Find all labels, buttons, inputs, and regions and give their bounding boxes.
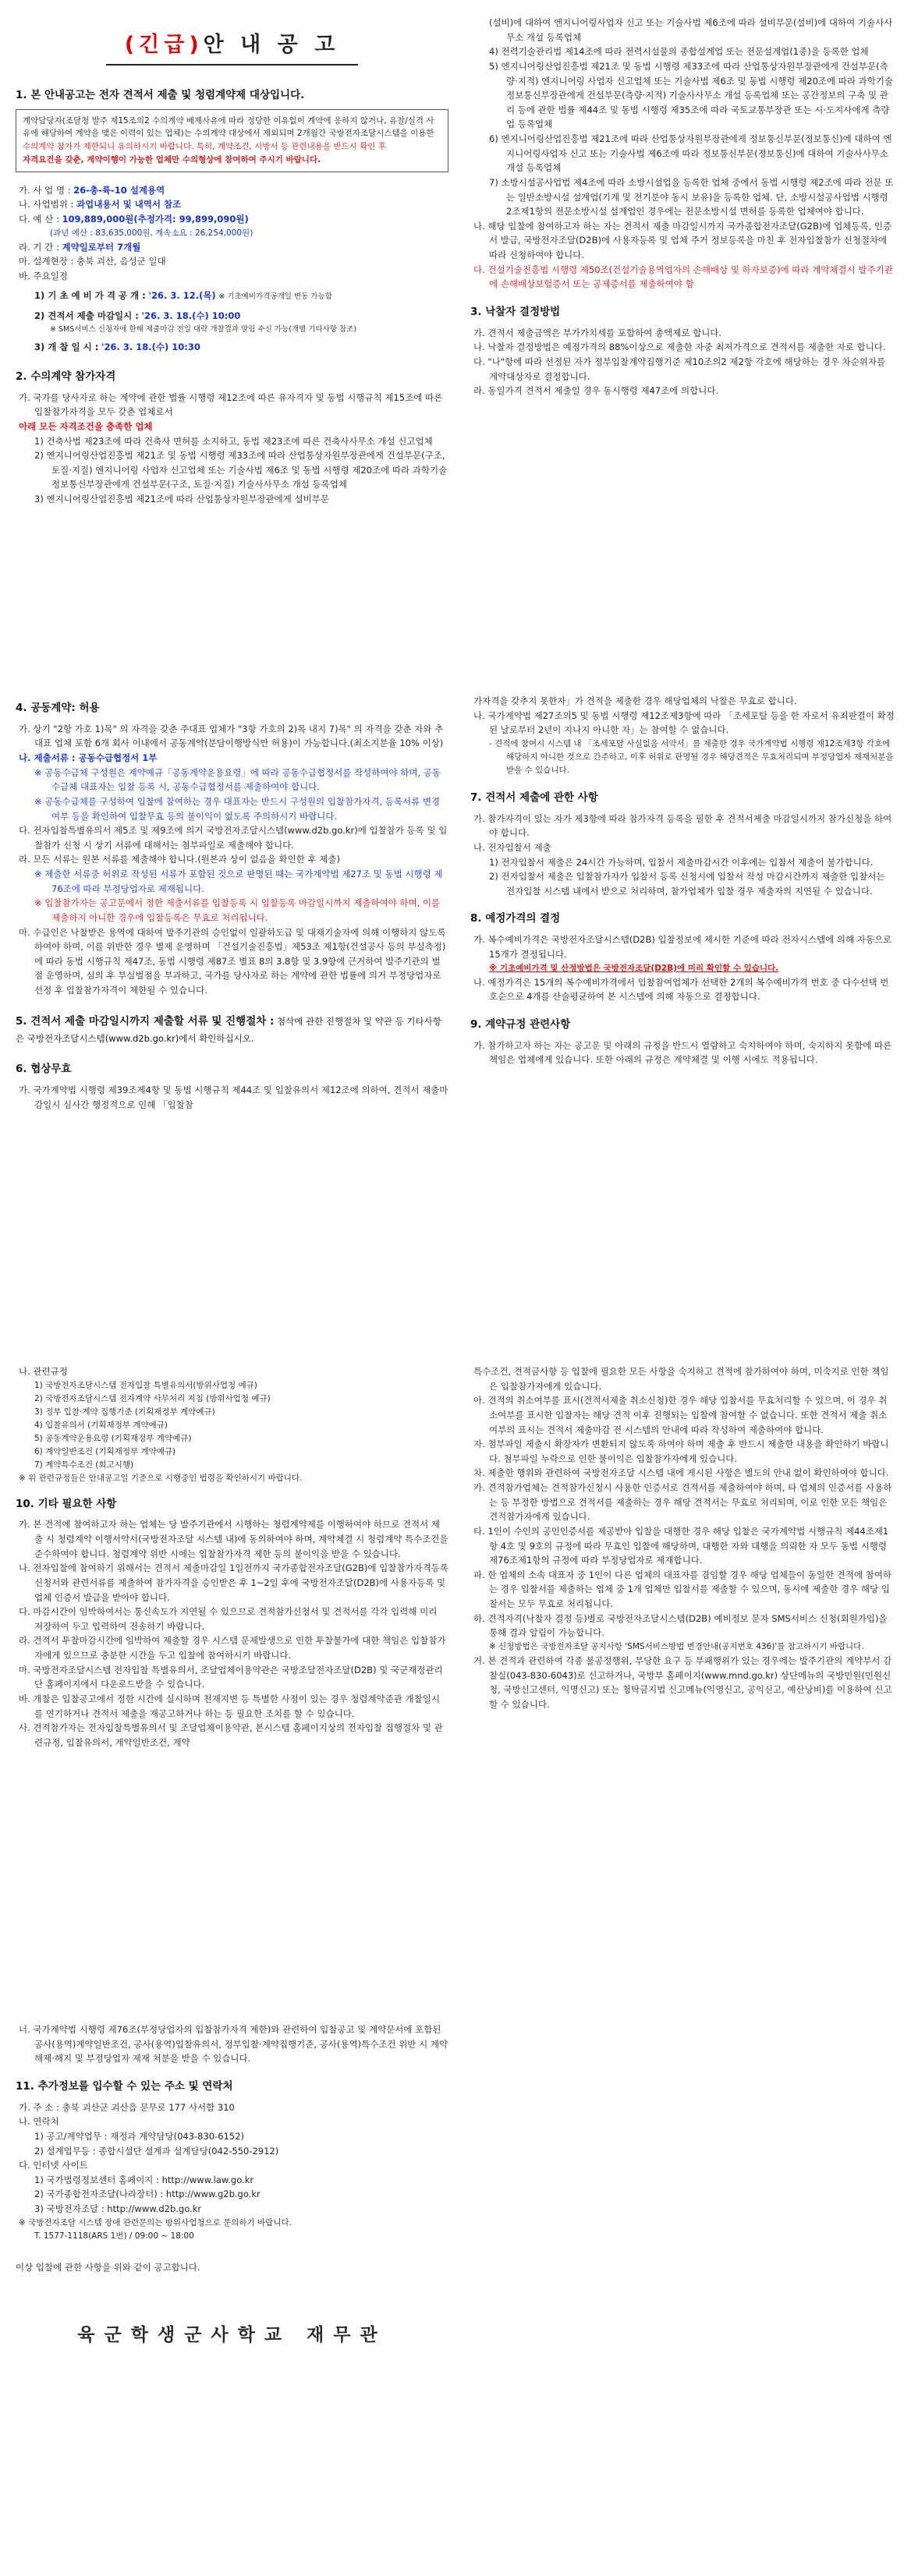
page-4 [0, 2004, 911, 2576]
link-law[interactable]: 1) 국가법령정보센터 홈페이지 : http://www.law.go.kr [34, 2174, 254, 2185]
budget: 다. 예 산 : 109,889,000원(추정가격: 99,899,090원) [19, 214, 249, 225]
section-5-heading: 5. 견적서 제출 마감일시까지 제출할 서류 및 진행절차 : 첨삭에 관한 진행절차 및 약관 등 기타사항은 국방전자조달시스템(www.d2b.go.kr)에서 확인하십시오. [16, 1014, 441, 1044]
page-3-right-column: 특수조건, 견적금사항 등 입찰에 필요한 모든 사항을 숙지하고 견적에 참가하여야 하며, 미숙지로 인한 책임은 입찰참가자에게 있습니다. 아. 견적의 취소여부를 표시(견적서제출 취소신청)한 경우 해당 입찰서를 무효처리할 수 있으며, 이 경우 취소여부를 표시한 입찰자는 해당 견적 이후 진행되는 입찰에 참여할 수 없습니다. 또한 견적서 제출 취소여부의 표시는 견적서 제출마감 전 시스템의 안내에 따라 작성하여 제출하여야 합니다. 자. 첨부파일 제출시 확장자가 변환되지 않도록 하여야 하며 제출 후 반드시 제출한 내용을 확인하기 바랍니다. 첨부파일 누락으로 인한 불이익은 입찰참가자에게 있습니다. 차. 제출한 행위와 관련하여 국방전자조달 시스템 내에 게시된 사항은 별도의 안내 없이 확인하여야 합니다. 카. 견적참가업체는 견적참가신청시 사용한 인증서로 견적서를 제출하여야 하며, 타 업체의 인증서를 사용하는 등 부정한 방법으로 견적서를 제출하는 경우 해당 견적서는 무효로 처리되며, 이로 인한 모든 책임은 견적참가자에게 있습니다. 타. 1인이 수인의 공인인증서를 제공받아 입찰을 대행한 경우 해당 입찰은 국가계약법 시행규칙 제44조제1항 4호 및 9호의 규정에 따라 무효인 입찰에 해당하며, 대행한 자와 대행을 의뢰한 자 모두 동법 시행령 제76조제1항의 규정에 따라 부정당업자로 제재합니다. 파. 한 업체의 소속 대표자 중 1인이 다른 업체의 대표자를 겸임할 경우 해당 업체들이 동일한 견적에 참여하는 경우 입찰서를 제출하는 업체 중 1개 업체만 입찰서를 제출할 수 있으며, 동시에 제출한 경우 해당 입찰서는 모두 무효로 처리됩니다. 하. 견적자격(낙찰자 결정 등)별로 국방전자조달시스템(D2B) 예비정보 문자 SMS서비스 신청(회원가입)을 통해 결과 알림이 가능합니다. ※ 신청방법은 국방전자조달 공지사항 'SMS서비스방법 변경안내(공지번호 436)'를 참고하시기 바랍니다. 거. 본 견적과 관련하여 각종 불공정행위, 부당한 요구 등 부패행위가 있는 경우에는 발주기관의 계약부서 감찰실(043-830-6043)로 신고하거나, 국방부 홈페이지(www.mnd.go.kr) 상단메뉴의 국방민원(민원신청, 국방신고센터, 익명신고) 또는 청탁금지법 신고메뉴(익명신고, 공익신고, 예산낭비)를 이용하여 신고할 수 있습니다. [473, 1366, 892, 1710]
contact-design: 2) 설계업무등 : 종합시설단 설계과 설계담당(042-550-2912) [34, 2145, 279, 2157]
issuer-signature: 육군학생군사학교 재무관 [77, 2325, 387, 2346]
section-2-heading: 2. 수의계약 참가자격 [16, 370, 116, 383]
period: 라. 기 간 : 계약일로부터 7개월 [19, 241, 141, 253]
project-name: 가. 사 업 명 : 26-총-륙-10 설계용역 [19, 184, 165, 196]
page-3-left-column: 나. 관련규정 1) 국방전자조달시스템 전자입찰 특별유의서(방위사업청 예규) 2) 국방전자조달시스템 전자계약 사무처리 지침 (방위사업청 예규) 3) 정부 입찰·계약 집행기준 (기획재정부 계약예규) 4) 입찰유의서 (기획재정부 계약예규) 5) 공동계약운용요령 (기획재정부 계약예규) 6) 계약일반조건 (기획재정부 계약예규) 7) 계약특수조건 (회고시행) ※ 위 관련규정들은 안내공고일 기준으로 시행중인 법령을 확인하시기 바랍니다. 10. 기타 필요한 사항 가. 본 견적에 참여하고자 하는 업체는 당 발주기관에서 시행하는 청렴계약제를 이행하여야 하므로 견적서 제출 시 청렴계약 이행서약서(국방전자조달 시스템 내)에 동의하여야 하며, 계약체결 시 청렴계약 특수조건을 준수하여야 합니다. 청렴계약 위반 시에는 입찰참가자격 제한 등의 불이익을 받을 수 있습니다. 나. 전자입찰에 참여하기 위해서는 견적서 제출마감일 1일전까지 국가종합전자조달(G2B)에 입찰참가자격등록 신청서와 관련서류를 제출하여 참가자격을 승인받은 후 1~2일 후에 국방전자조달(D2B)에 사용자등록 및 업체 인증서 발급을 받아야 합니다. 다. 마감시간이 임박하여서는 통신속도가 지연될 수 있으므로 견적참가신청서 및 견적서를 각각 입력해 미리 저장하여 두고 입력하여 전송하기 바랍니다. 라. 견적서 투찰마감시간에 임박하여 제출할 경우 시스템 문제발생으로 인한 투찰불가에 대한 책임은 입찰참가자에게 있으므로 충분한 시간을 두고 입찰에 참여하시기 바랍니다. 마. 국방전자조달시스템 전자입찰 특별유의서, 조달업체이용약관은 국방조달전자조달(D2B) 및 국군재정관리단 홈페이지에서 다운로드받을 수 있습니다. 바. 개찰은 입찰공고에서 정한 시간에 실시하며 천재지변 등 특별한 사정이 있는 경우 청렴계약준관 개찰일시를 연기하거나 견적서 제출을 재공고하거나 하는 등 필요한 조치를 할 수 있습니다. 사. 견적참가자는 전자입찰특별유의서 및 조달업체이용약관, 본시스템 홈페이지상의 전자입찰 집행절차 및 관련규정, 입찰유의서, 계약일반조건, 계약 [16, 1366, 448, 1748]
page-2-right-column: 가자격을 갖추지 못한자」가 견적을 제출한 경우 해당업체의 낙찰은 무효로 합니다. 나. 국가계약법 제27조의5 및 동법 시행령 제12조제3항에 따라 「조세포탈 등을 한 자로서 유죄판결이 확정된 날로부터 2년이 지나지 아니한 자」는 참여할 수 없습니다. - 견적에 참여시 시스템 내 「조세포탈 사실없음 서약서」를 제출한 경우 국가계약법 시행령 제12조제3항 각호에 해당하지 아니한 것으로 간주하고, 이후 허위로 판명될 경우 해당견적은 무효처리되며 부정당업자 제재처분을 받을 수 있습니다. 7. 견적서 제출에 관한 사항 가. 참가자격이 있는 자가 제3항에 따라 참가자격 등록을 필한 후 견적서제출 마감일시까지 참가신청을 하여야 합니다. 나. 전자입찰서 제출 1) 전자입찰서 제출은 24시간 가능하며, 입찰서 제출마감시간 이후에는 입찰서 제출이 불가합니다. 2) 전자입찰서 제출은 입찰참가자가 입찰서 등록 신청시에 입찰서 작성 마감시간까지 제출한 입찰서는 전자입찰 시스템 내에서 받으로 처리하며, 참가업체가 입찰 경우 제출자의 지연될 수 있습니다. 8. 예정가격의 결정 가. 복수예비가격은 국방전자조달시스템(D2B) 입찰정보에 제시한 기준에 따라 전자시스템에 의해 자동으로 15개가 결정됩니다. ※ 기초예비가격 및 산정방법은 국방전자조달(D2B)에 미리 확인할 수 있습니다. 나. 예정가격은 15개의 복수예비가격에서 입찰참여업체가 선택한 2개의 복수예비가격 번호 중 다수선택 번호순으로 4개를 산술평균하여 본 시스템에 의해 자동으로 결정합니다. 9. 계약규정 관련사항 가. 참가하고자 하는 자는 공고문 및 아래의 규정을 반드시 열람하고 숙지하여야 하며, 숙지하지 못함에 따른 책임은 업체에게 있습니다. 또한 아래의 규정은 계약체결 및 이행 시에도 적용됩니다. [470, 695, 895, 1066]
closing-statement: 이상 입찰에 관한 사항을 위와 같이 공고합니다. [16, 2261, 200, 2273]
page-2-left-column: 4. 공동계약: 허용 가. 상기 "2항 가호 1)목" 의 자격을 갖춘 주대표 업체가 "3항 가호의 2)목 내지 7)목" 의 자격을 갖춘 자와 추 대표 업체 포함 6개 회사 이내에서 공동계약(분담이행방식만 허용)이 가능합니다.(최소지분율 10% 이상) 나. 제출서류 : 공동수급협정서 1부 ※ 공동수급체 구성원은 계약예규「공동계약운용요령」에 따라 공동수급협정서를 작성하여야 하며, 공동수급체 대표자는 입찰 등록 시, 공동수급협정서를 제출하여야 합니다. ※ 공동수급체를 구성하여 입찰에 참여하는 경우 대표자는 반드시 구성원의 입찰참가자격, 등록서류 변경여부 등을 확인하여 입찰무효 등의 불이익이 없도록 주의하시기 바랍니다. 다. 전자입찰특별유의서 제5조 및 제9조에 의거 국방전자조달시스템(www.d2b.go.kr)에 입찰참가 등록 및 입찰참가 신청 시 상기 서류에 대해서는 첨부파일로 제출해야 합니다. 라. 모든 서류는 원본 서류를 제출해야 합니다.(원본과 상이 없음을 확인한 후 제출) ※ 제출한 서류중 허위로 작성된 서류가 포함된 것으로 판명된 때는 국가계약법 제27조 및 동법 시행령 제76조에 따라 부정당업자로 제재됩니다. ※ 입찰참가자는 공고문에서 정한 제출서류를 입찰등록 시 입찰등록 마감일시까지 제출하여야 하며, 이를 제출하지 아니한 경우에 입찰등록은 무효로 처리됩니다. 마. 수급인은 낙찰받은 용역에 대하여 발주기관의 승인없이 일괄하도급 및 대재기술자에 의해 이행하지 않도록 하여야 하며, 이를 위반한 경우 별제 운영하며 「건설기술진흥법」제53조 제1항(건설공사 등의 부실측정)에 따라 동법 시행규칙 제47조, 동법 시행령 제87조 별표 8의 3.8항 및 3.9항에 근거하여 발주기관의 벌점 운영하며, 심의 후 부실벌점을 부과하고, 국가를 당사자로 하는 계약에 관한 법률에 의거 부정당업자로 선정 후 입찰참가자격이 제한될 수 있습니다. 5. 견적서 제출 마감일시까지 제출할 서류 및 진행절차 : 첨삭에 관한 진행절차 및 약관 등 기타사항은 국방전자조달시스템(www.d2b.go.kr)에서 확인하십시오. 6. 협상무효 가. 국가계약법 시행령 제39조제4항 및 동법 시행규칙 제44조 및 입찰유의서 제12조에 의하여, 견적서 제출마감일시 심사간 행정적으로 인해 「입찰참 [16, 702, 448, 1110]
notice-title: (긴급)안 내 공 고 [106, 28, 358, 65]
section-3-heading: 3. 낙찰자 결정방법 [470, 305, 561, 318]
section-7-heading: 7. 견적서 제출에 관한 사항 [470, 791, 598, 804]
design-site: 마. 설계현장 : 충북 괴산, 음성군 일대 [19, 256, 166, 267]
section-1-heading: 1. 본 안내공고는 전자 견적서 제출 및 청렴계약제 대상입니다. [16, 88, 305, 101]
page-2 [0, 694, 911, 1349]
schedule-base-price: 1) 기 초 예 비 가 격 공 개 : '26. 3. 12.(목) ※ 기초예비가격공개일 변동 가능함 [34, 289, 332, 301]
page-1-right-column: (설비)에 대하여 엔지니어링사업자 신고 또는 기술사법 제6조에 따라 설비부문(설비)에 대하여 기술사사무소 개설 등록업체 4) 전력기술관리법 제14조에 따라 전력시설물의 종합설계업 또는 전문설계업(1종)을 등록한 업체 5) 엔지니어링산업진흥법 제21조 및 동법 시행령 제33조에 따라 산업통상자원부장관에게 건설부문(측량·지적) 엔지니어링 사업자 신고업체 또는 기술사법 제6조 및 동법 시행령 제20조에 따라 과학기술정보통신부장관에게 건설부문(측량·지적) 기술사사무소 개설 등록업체 또는 공간정보의 구축 및 관리 등에 관한 법률 제44조 및 동법 시행령 제35조에 따라 국토교통부장관 또는 시·도지사에게 측량업 등록업체 6) 엔지니어링산업진흥법 제21조에 따라 산업통상자원부장관에게 정보통신부문(정보통신)에 대하여 엔지니어링사업자 신고 또는 기술사법 제6조에 따라 정보통신부문(정보통신)에 대하여 기술사사무소 개설 등록업체 7) 소방시설공사업법 제4조에 따라 소방시설업을 등록한 업체 중에서 동법 시행령 제2조에 따라 전문 또는 일반소방시설 설계업(기계 및 전기분야 동시 보유)을 등록한 업체. 단, 소방시설공사업법 시행령 2조제1항의 전문소방시설 설계업인 경우에는 전문소방시설 면허를 등록한 업체여야 합니다. 나. 해당 입찰에 참여하고자 하는 자는 견적서 제출 마감일시까지 국가종합전자조달(G2B)에 업체등록, 인증서 발급, 국방전자조달(D2B)에 사용자등록 및 업체 주거 정보등록을 마친 후 전자입찰참가 신청절차에 따라 신청하여야 합니다. 다. 건설기술진흥법 시행령 제50조(건설기술용역업자의 손해배상 및 하자보증)에 따라 계약체결시 발주기관에 손해배상보험증서 또는 공제증서를 제출하여야 함 3. 낙찰자 결정방법 가. 견적서 제출금액은 부가가치세를 포함하여 총액제로 합니다. 나. 낙찰자 결정방법은 예정가격의 88%이상으로 제출한 자중 최저가격으로 견적서를 제출한 자로 합니다. 다. "나"항에 따라 선정된 자가 정부입찰계약집행기준 제10조의2 제2항 각호에 해당하는 경우 차순위자를 계약대상자로 결정합니다. 라. 동일가격 견적서 제출일 경우 동시행령 제47조에 의합니다. [470, 0, 895, 694]
warning-notice-box: 계약담당자(조달청 발주 제15조의2 수의계약 배제사유에 따라 정당한 이유없이 계약에 응하지 않거나, 유찰/실격 사유에 해당하여 계약을 맺은 이력이 있는 업체)는 수의계약 대상에서 제외되며 2개월간 국방전자조달시스템을 이용한 수의계약 참가가 제한되니 유의하시기 바랍니다. 특히, 계약조건, 시방서 등 관련내용을 반드시 확인 후 자격요건을 갖춘, 계약이행이 가능한 업체만 수의형상에 참여하여 주시기 바랍니다. [16, 109, 448, 172]
section-11-heading: 11. 추가정보를 입수할 수 있는 주소 및 연락처 [16, 2079, 233, 2093]
page-1 [0, 0, 911, 694]
contact-contract: 1) 공고/계약업무 : 재정과 계약담당(043-830-6152) [34, 2130, 245, 2142]
main-schedule-label: 바. 주요일정 [19, 270, 68, 281]
schedule-opening: 3) 개 찰 일 시 : '26. 3. 18.(수) 10:30 [34, 341, 200, 353]
link-g2b[interactable]: 2) 국가종합전자조달(나라장터) : http://www.g2b.go.kr [34, 2189, 261, 2200]
budget-detail: (과년 예산 : 83,635,000원, 계속소요 : 26,254,000원) [50, 228, 253, 238]
section-8-heading: 8. 예정가격의 결정 [470, 912, 561, 925]
schedule-sms-note: ※ SMS서비스 신청자에 한해 제출마감 전일 대략 개찰결과 알림 수신 가능(개별 기타사항 참조) [50, 324, 357, 334]
section-4-heading: 4. 공동계약: 허용 [16, 702, 100, 714]
link-d2b[interactable]: 3) 국방전자조달 : http://www.d2b.go.kr [34, 2203, 202, 2215]
section-10-heading: 10. 기타 필요한 사항 [16, 1497, 117, 1510]
schedule-deadline: 2) 견적서 제출 마감일시 : '26. 3. 18.(수) 10:00 [34, 310, 241, 322]
section-9-heading: 9. 계약규정 관련사항 [470, 1017, 571, 1031]
page-4-left-column: 너. 국가계약법 시행령 제76조(부정당업자의 입찰참가자격 제한)와 관련하여 입찰공고 및 계약문서에 포함된 공사(용역)계약일반조건, 공사(용역)입찰유의서, 정부입찰·계약집행기준, 공사(용역)특수조건 위반 시 계약해제·해지 및 부정당업자 제재 처분을 받을 수 있습니다. 11. 추가정보를 입수할 수 있는 주소 및 연락처 가. 주 소 : 충북 괴산군 괴산읍 문무로 177 사서함 310 나. 연락처 1) 공고/계약업무 : 재정과 계약담당(043-830-6152) 2) 설계업무등 : 종합시설단 설계과 설계담당(042-550-2912) 다. 인터넷 사이트 1) 국가법령정보센터 홈페이지 : http://www.law.go.kr 2) 국가종합전자조달(나라장터) : http://www.g2b.go.kr 3) 국방전자조달 : http://www.d2b.go.kr ※ 국방전자조달 시스템 장애 관련문의는 방위사업청으로 문의하기 바랍니다. T. 1577-1118(ARS 1번) / 09:00 ~ 18:00 이상 입찰에 관한 사항을 위와 같이 공고합니다. 육군학생군사학교 재무관 [16, 2004, 448, 2576]
section-6-heading: 6. 협상무효 [16, 1063, 72, 1076]
page-3 [0, 1349, 911, 2004]
page-1-left-column: (긴급)안 내 공 고 1. 본 안내공고는 전자 견적서 제출 및 청렴계약제 대상입니다. 계약담당자(조달청 발주 제15조의2 수의계약 배제사유에 따라 정당한 이유없이 계약에 응하지 않거나, 유찰/실격 사유에 해당하여 계약을 맺은 이력이 있는 업체)는 수의계약 대상에서 제외되며 2개월간 국방전자조달시스템을 이용한 수의계약 참가가 제한되니 유의하시기 바랍니다. 특히, 계약조건, 시방서 등 관련내용을 반드시 확인 후 자격요건을 갖춘, 계약이행이 가능한 업체만 수의형상에 참여하여 주시기 바랍니다. 가. 사 업 명 : 26-총-륙-10 설계용역 나. 사업범위 : 과업내용서 및 내역서 참조 다. 예 산 : 109,889,000원(추정가격: 99,899,090원) (과년 예산 : 83,635,000원, 계속소요 : 26,254,000원) 라. 기 간 : 계약일로부터 7개월 마. 설계현장 : 충북 괴산, 음성군 일대 바. 주요일정 1) 기 초 예 비 가 격 공 개 : '26. 3. 12.(목) ※ 기초예비가격공개일 변동 가능함 2) 견적서 제출 마감일시 : '26. 3. 18.(수) 10:00 ※ SMS서비스 신청자에 한해 제출마감 전일 대략 개찰결과 알림 수신 가능(개별 기타사항 참조) 3) 개 찰 일 시 : '26. 3. 18.(수) 10:30 2. 수의계약 참가자격 가. 국가를 당사자로 하는 계약에 관한 법률 시행령 제12조에 따른 유자격자 및 동법 시행규칙 제15조에 따른 입찰참가자격을 모두 갖춘 업체로서 아래 모든 자격조건을 충족한 업체 1) 건축사법 제23조에 따라 건축사 면허를 소지하고, 동법 제23조에 따른 건축사사무소 개설 신고업체 2) 엔지니어링산업진흥법 제21조 및 동법 시행령 제33조에 따라 산업통상자원부장관에게 건설부문(구조, 토질·지질) 엔지니어링 사업자 신고업체 또는 기술사법 제6조 및 동법 시행령 제20조에 따라 과학기술정보통신부장관에게 건설부문(구조, 토질·지질) 기술사사무소 개설 등록업체 3) 엔지니어링산업진흥법 제21조에 따라 산업통상자원부장관에게 설비부문 [16, 0, 448, 694]
project-scope: 나. 사업범위 : 과업내용서 및 내역서 참조 [19, 199, 182, 211]
